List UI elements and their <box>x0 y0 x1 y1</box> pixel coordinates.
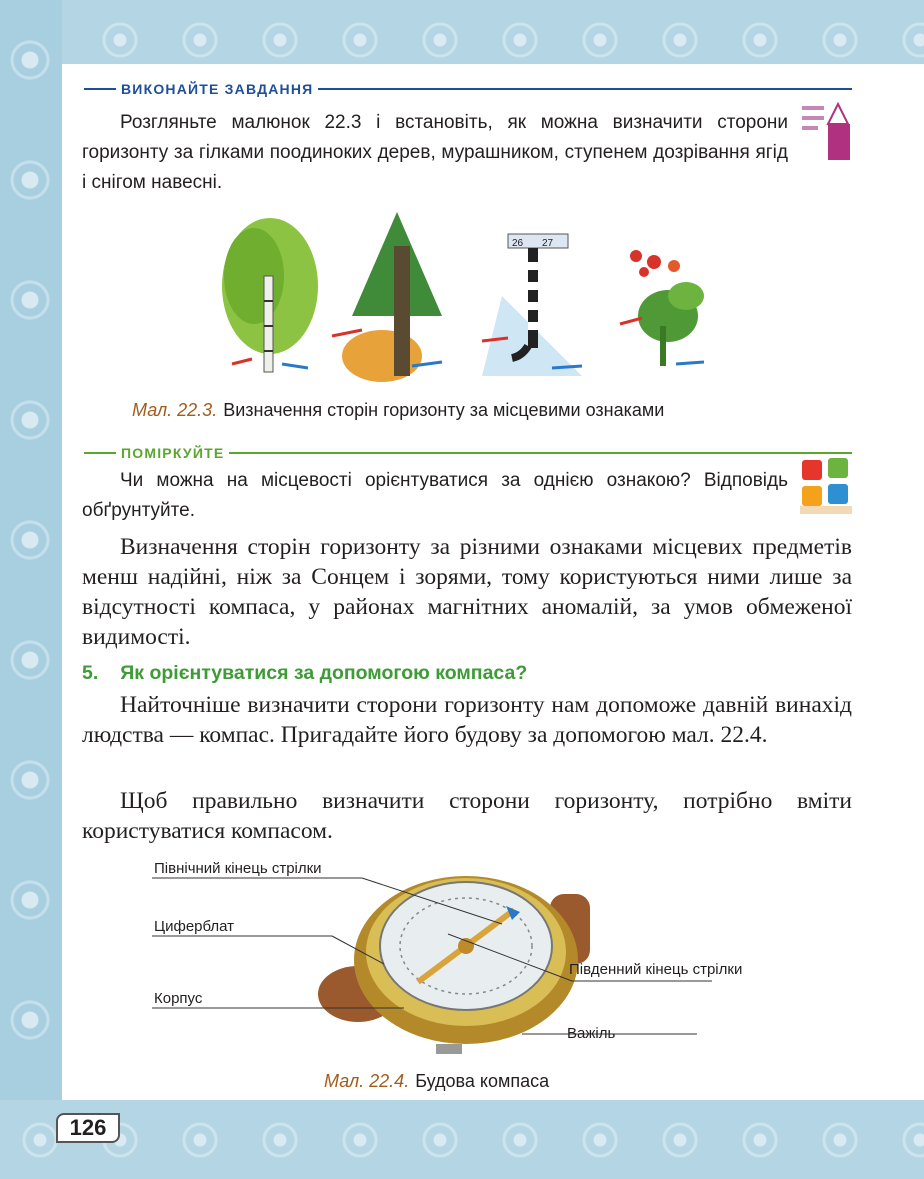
figure-22-4-caption <box>324 1071 824 1092</box>
task-text: Розгляньте малюнок 22.3 і встановіть, як можна визначити сторони горизонту за гілками поодиноких дерев, мурашником, ступенем дозрівання ягід і снігом навесні. <box>82 112 788 193</box>
heading-rule <box>318 88 852 90</box>
textbook-page <box>62 64 924 1100</box>
label-body: Корпус <box>154 990 203 1007</box>
label-north-end: Північний кінець стрілки <box>154 860 322 877</box>
section-number: 5. <box>82 662 99 684</box>
paragraph-3: Щоб правильно визначити сторони горизонту, потрібно вміти користуватися компасом. <box>82 788 852 844</box>
puzzle-icon <box>800 456 852 514</box>
section-title <box>82 662 852 685</box>
heading-dash <box>84 88 116 90</box>
paragraph-2: Найточніше визначити сторони горизонту нам допоможе давній винахід людства — компас. Пригадайте його будову за допомогою мал. 22.4. <box>82 692 852 748</box>
heading-rule <box>229 452 852 454</box>
figure-22-4-caption-text: Будова компаса <box>415 1071 550 1091</box>
task-heading <box>84 81 852 97</box>
decorative-lace-top <box>0 0 924 64</box>
section-title-text: Як орієнтуватися за допомогою компаса? <box>120 662 528 684</box>
task-heading-label: ВИКОНАЙТЕ ЗАВДАННЯ <box>121 81 314 97</box>
think-heading <box>84 445 852 461</box>
task-pencil-icon <box>800 102 852 162</box>
label-south-end: Південний кінець стрілки <box>569 961 743 978</box>
label-dial: Циферблат <box>154 918 235 935</box>
figure-22-3-illustration <box>212 206 718 384</box>
stump-label-27: 27 <box>542 238 554 249</box>
decorative-lace-bottom <box>0 1100 924 1179</box>
heading-dash <box>84 452 116 454</box>
paragraph-1: Визначення сторін горизонту за різними ознаками місцевих предметів менш надійні, ніж за Сонцем і зорями, тому користуються ними лише за відсутності компаса, у районах магнітних аномалій, за умов обмеженої видимості. <box>82 534 852 650</box>
figure-22-3-caption-text: Визначення сторін горизонту за місцевими ознаками <box>223 400 665 420</box>
think-text: Чи можна на місцевості орієнтуватися за однією ознакою? Відповідь обґрунтуйте. <box>82 470 788 521</box>
label-lever: Важіль <box>567 1025 616 1042</box>
figure-22-4-number: Мал. 22.4. <box>324 1071 410 1091</box>
stump-label-26: 26 <box>512 238 524 249</box>
callout-lines <box>152 854 712 1054</box>
page-number: 126 <box>56 1113 120 1143</box>
figure-22-3-caption <box>132 400 852 421</box>
figure-22-3-number: Мал. 22.3. <box>132 400 218 420</box>
think-heading-label: ПОМІРКУЙТЕ <box>121 445 225 461</box>
decorative-lace-left <box>0 0 62 1179</box>
